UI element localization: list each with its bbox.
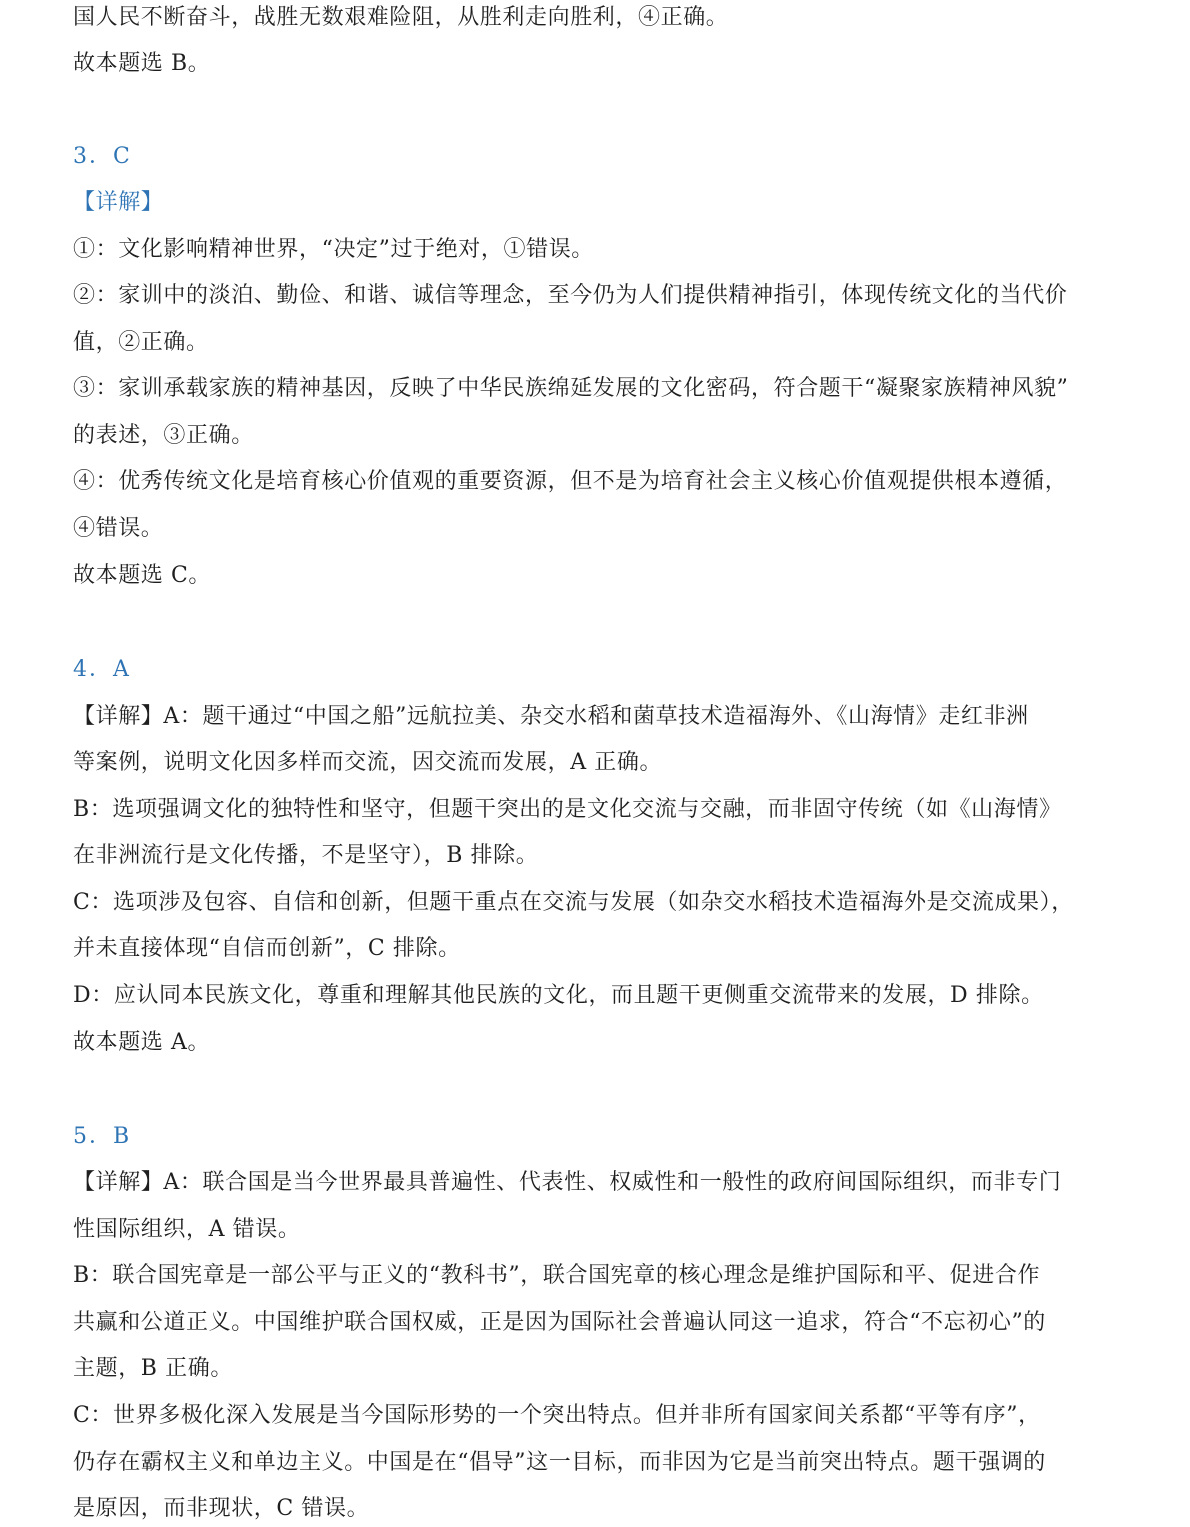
answer-conclusion: 故本题选 B。 bbox=[73, 51, 211, 76]
text-line: 主题，B 正确。 bbox=[73, 1356, 233, 1381]
text-line: 并未直接体现“自信而创新”，C 排除。 bbox=[73, 936, 461, 961]
text-line: 仍存在霸权主义和单边主义。中国是在“倡导”这一目标，而非因为它是当前突出特点。题干强调的 bbox=[73, 1450, 1046, 1475]
text-line: 国人民不断奋斗，战胜无数艰难险阻，从胜利走向胜利，④正确。 bbox=[73, 5, 729, 30]
text-line: 在非洲流行是文化传播，不是坚守），B 排除。 bbox=[73, 843, 539, 868]
question-number-4: 4．A bbox=[73, 657, 131, 682]
text-line: C：世界多极化深入发展是当今国际形势的一个突出特点。但并非所有国家间关系都“平等有序”， bbox=[73, 1403, 1041, 1428]
text-line: ③：家训承载家族的精神基因，反映了中华民族绵延发展的文化密码，符合题干“凝聚家族精神风貌” bbox=[73, 376, 1069, 401]
text-line: ①：文化影响精神世界，“决定”过于绝对，①错误。 bbox=[73, 237, 594, 262]
text-line: 的表述，③正确。 bbox=[73, 423, 254, 448]
question-number-3: 3．C bbox=[73, 144, 132, 169]
text-line: 共赢和公道正义。中国维护联合国权威，正是因为国际社会普遍认同这一追求，符合“不忘初心”的 bbox=[73, 1310, 1046, 1335]
text-line: B：选项强调文化的独特性和坚守，但题干突出的是文化交流与交融，而非固守传统（如《山海情》 bbox=[73, 797, 1062, 822]
text-line: D：应认同本民族文化，尊重和理解其他民族的文化，而且题干更侧重交流带来的发展，D 排除。 bbox=[73, 983, 1044, 1008]
question-number-5: 5．B bbox=[73, 1124, 132, 1149]
text-line: 等案例，说明文化因多样而交流，因交流而发展，A 正确。 bbox=[73, 750, 663, 775]
text-line: 是原因，而非现状，C 错误。 bbox=[73, 1496, 370, 1521]
text-line: ④：优秀传统文化是培育核心价值观的重要资源，但不是为培育社会主义核心价值观提供根本遵循， bbox=[73, 469, 1068, 494]
text-line: 值，②正确。 bbox=[73, 330, 209, 355]
text-line: ④错误。 bbox=[73, 516, 164, 541]
text-line: C：选项涉及包容、自信和创新，但题干重点在交流与发展（如杂交水稻技术造福海外是交流成果）， bbox=[73, 890, 1074, 915]
text-line: 性国际组织，A 错误。 bbox=[73, 1217, 301, 1242]
text-line: B：联合国宪章是一部公平与正义的“教科书”，联合国宪章的核心理念是维护国际和平、促进合作 bbox=[73, 1263, 1041, 1288]
explanation-tag: 【详解】 bbox=[73, 190, 164, 215]
text-line: 【详解】A：题干通过“中国之船”远航拉美、杂交水稻和菌草技术造福海外、《山海情》走红非洲 bbox=[73, 704, 1029, 729]
text-line: ②：家训中的淡泊、勤俭、和谐、诚信等理念，至今仍为人们提供精神指引，体现传统文化的当代价 bbox=[73, 283, 1068, 308]
answer-conclusion: 故本题选 C。 bbox=[73, 563, 212, 588]
text-line: 【详解】A：联合国是当今世界最具普遍性、代表性、权威性和一般性的政府间国际组织，而非专门 bbox=[73, 1170, 1062, 1195]
answer-conclusion: 故本题选 A。 bbox=[73, 1030, 211, 1055]
